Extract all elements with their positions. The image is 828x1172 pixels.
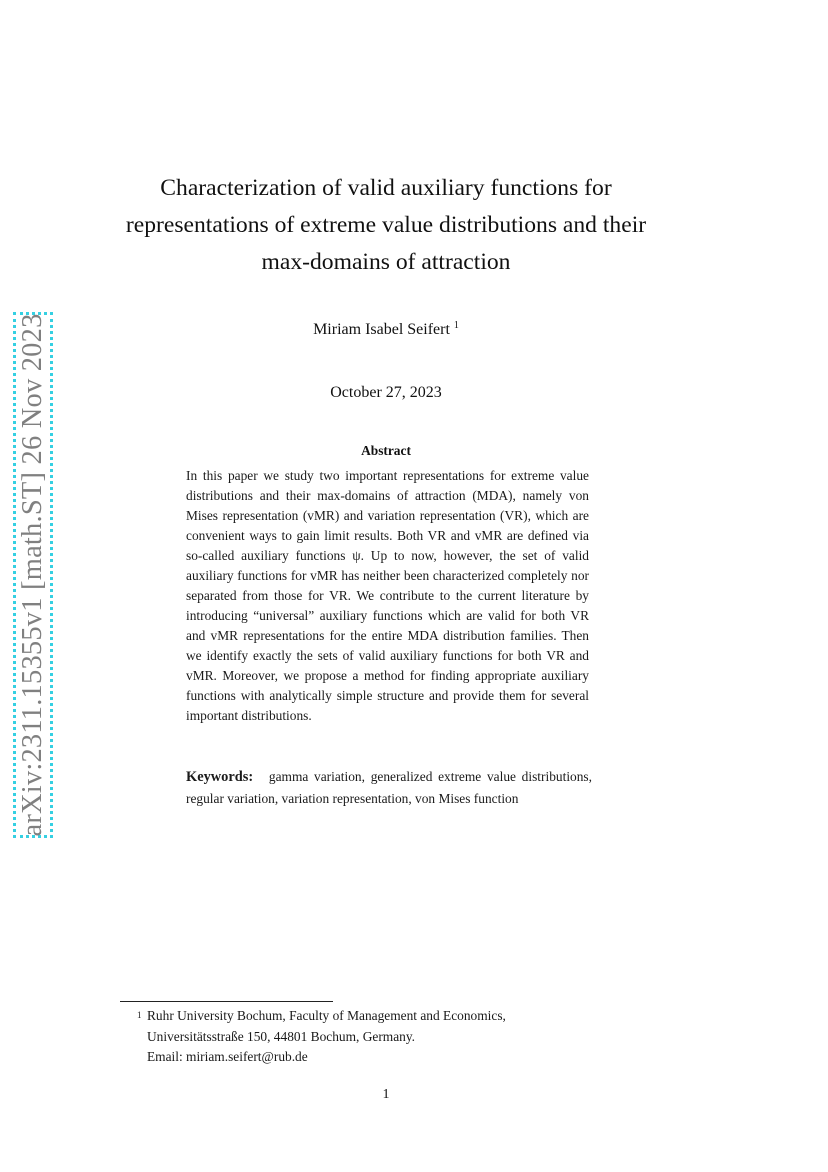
keywords-label: Keywords: — [186, 769, 254, 785]
author-footnote-mark: 1 — [453, 320, 459, 331]
abstract-text: In this paper we study two important representations for extreme value distributions and their max-domains of attraction (MDA), namely von Mises representation (vMR) and variation representation (VR), which are convenient ways to gain limit results. Both VR and vMR are defined via so-called auxiliary functions ψ. Up to now, however, the set of valid auxiliary functions for vMR has neither been characterized completely nor separated from those for VR. We contribute to the current literature by introducing “universal” auxiliary functions which are valid for both VR and vMR representations for the entire MDA distribution families. Then we identify exactly the sets of valid auxiliary functions for both VR and vMR. Moreover, we propose a method for finding appropriate auxiliary functions with analytically simple structure and provide them for several important distributions. — [186, 468, 589, 723]
footnote-line: Email: miriam.seifert@rub.de — [147, 1049, 308, 1064]
author-name: Miriam Isabel Seifert — [313, 321, 450, 338]
author-line — [0, 320, 772, 339]
footnote-line: Ruhr University Bochum, Faculty of Management and Economics, — [147, 1008, 506, 1023]
title-line: representations of extreme value distributions and their — [125, 212, 647, 238]
title-line: Characterization of valid auxiliary functions for — [160, 175, 612, 201]
keywords-block — [186, 766, 592, 809]
arxiv-identifier: arXiv:2311.15355v1 [math.ST] 26 Nov 2023 — [17, 313, 48, 837]
footnote-divider — [120, 1001, 333, 1002]
keywords-text: gamma variation, generalized extreme value distributions, regular variation, variation representation, von Mises function — [186, 769, 592, 806]
title-line: max-domains of attraction — [261, 249, 511, 275]
page-number: 1 — [382, 1087, 390, 1102]
paper-title — [100, 170, 672, 281]
footnote — [137, 1006, 707, 1068]
paper-date: October 27, 2023 — [330, 384, 442, 401]
footnote-mark: 1 — [137, 1010, 142, 1020]
footnote-line: Universitätsstraße 150, 44801 Bochum, Germany. — [147, 1028, 416, 1044]
abstract-heading: Abstract — [361, 443, 411, 458]
